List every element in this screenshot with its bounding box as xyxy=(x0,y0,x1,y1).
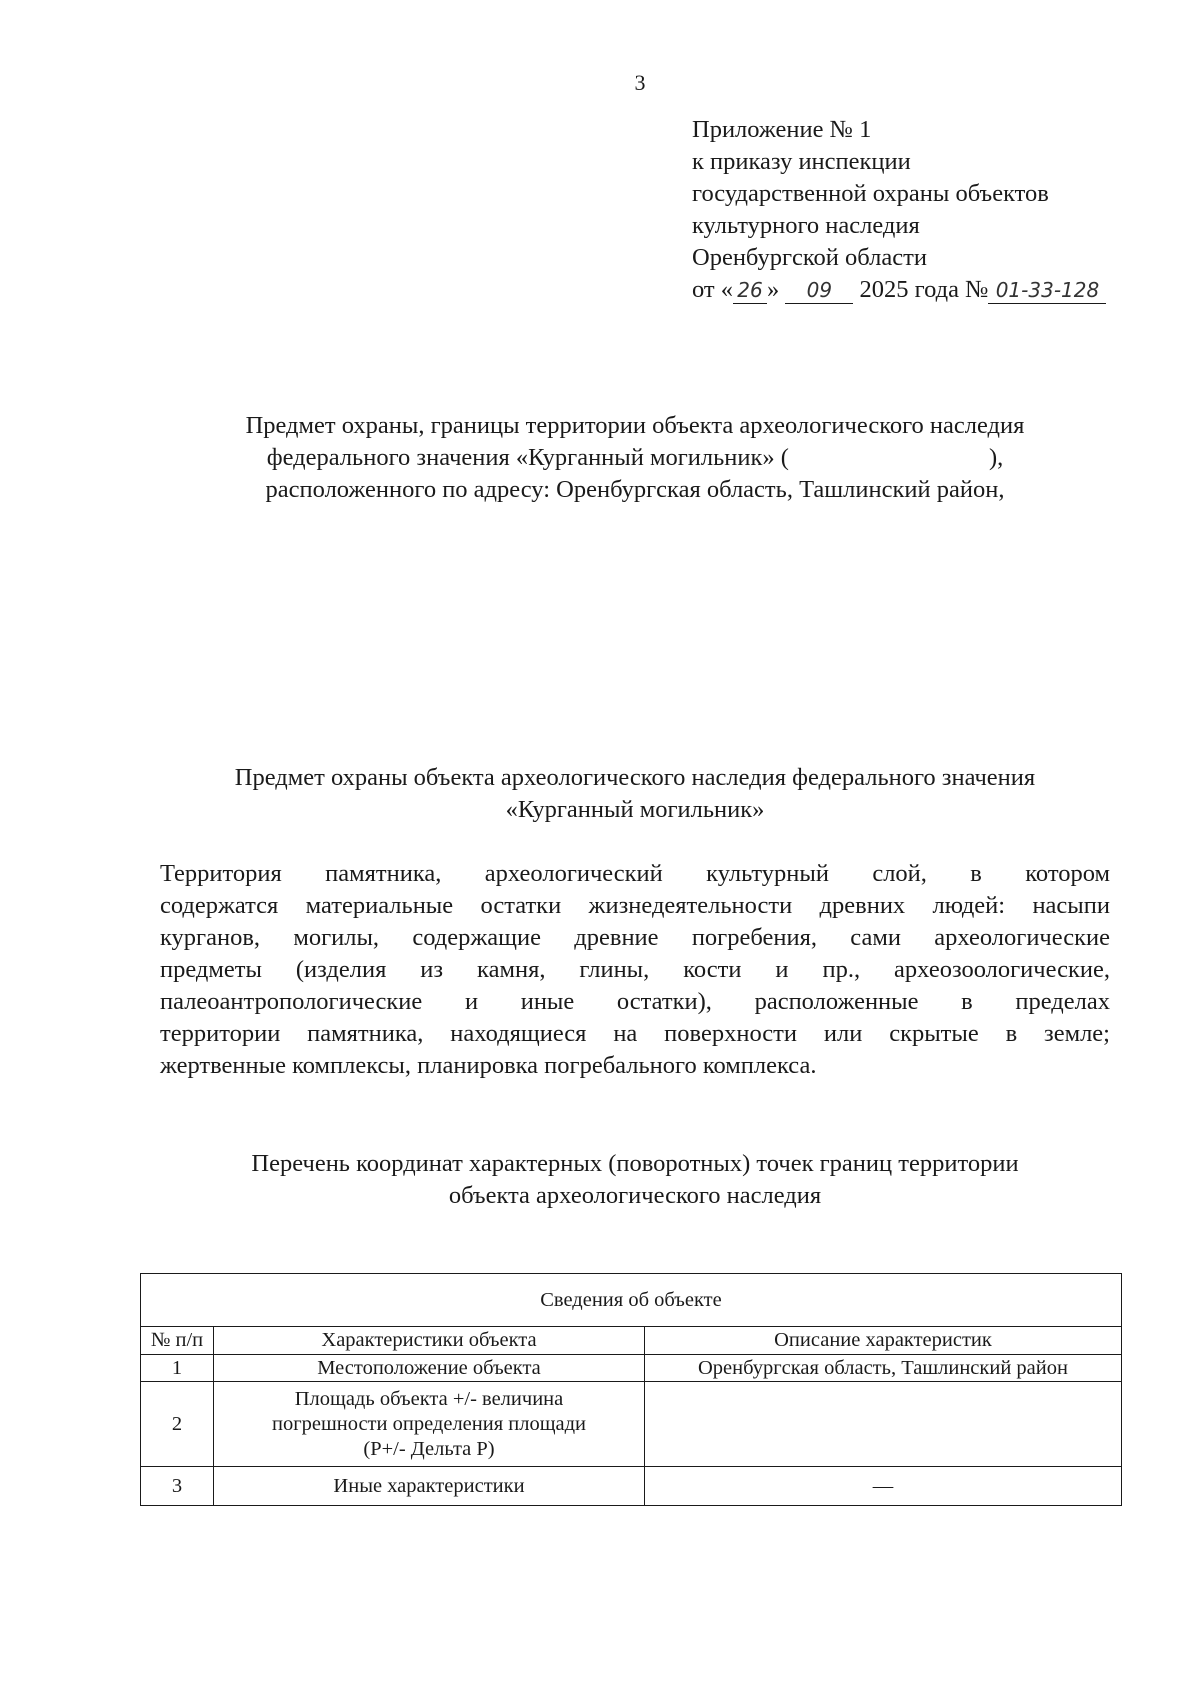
date-quote-close: » xyxy=(767,276,780,303)
main-heading-line: Предмет охраны, границы территории объекта археологического наследия xyxy=(245,412,1025,439)
subject-text xyxy=(160,858,1110,1082)
row-description: Оренбургская область, Ташлинский район xyxy=(645,1355,1122,1382)
characteristic-line: (P+/- Дельта P) xyxy=(363,1437,495,1460)
table-row xyxy=(141,1382,1122,1467)
main-heading-line2-end: ), xyxy=(988,444,1004,471)
main-heading-line xyxy=(150,442,1120,474)
appendix-line: государственной охраны объектов xyxy=(692,180,1049,207)
subject-text-line: палеоантропологические и иные остатки), расположенные в пределах xyxy=(160,988,1110,1015)
subject-heading xyxy=(150,762,1120,826)
row-characteristic: Иные характеристики xyxy=(214,1467,645,1506)
coords-heading-line: объекта археологического наследия xyxy=(448,1182,822,1209)
row-description xyxy=(645,1467,1122,1506)
appendix-line: культурного наследия xyxy=(692,212,920,239)
main-heading xyxy=(150,410,1120,506)
row-num: 2 xyxy=(141,1382,214,1467)
header-num: № п/п xyxy=(141,1327,214,1355)
row-num: 1 xyxy=(141,1355,214,1382)
appendix-line: к приказу инспекции xyxy=(692,148,911,175)
order-number: 01-33-128 xyxy=(988,277,1106,304)
characteristic-line: погрешности определения площади xyxy=(271,1412,587,1435)
subject-heading-line: «Курганный могильник» xyxy=(505,796,765,823)
subject-text-line: Территория памятника, археологический культурный слой, в котором xyxy=(160,860,1110,887)
date-day: 26 xyxy=(733,277,767,304)
dash-value: — xyxy=(872,1474,894,1497)
table-row xyxy=(141,1467,1122,1506)
coords-heading-line: Перечень координат характерных (поворотных) точек границ территории xyxy=(251,1150,1019,1177)
subject-text-line: содержатся материальные остатки жизнедеятельности древних людей: насыпи xyxy=(160,892,1110,919)
object-info-table xyxy=(140,1273,1122,1506)
date-year-text: 2025 года № xyxy=(859,276,989,303)
appendix-line: Оренбургской области xyxy=(692,244,927,271)
subject-text-line: жертвенные комплексы, планировка погребального комплекса. xyxy=(160,1052,817,1079)
date-month: 09 xyxy=(785,277,853,304)
table-caption: Сведения об объекте xyxy=(141,1274,1122,1327)
date-prefix: от « xyxy=(692,276,734,303)
main-heading-line: расположенного по адресу: Оренбургская область, Ташлинский район, xyxy=(265,476,1005,503)
row-characteristic: Местоположение объекта xyxy=(214,1355,645,1382)
row-num: 3 xyxy=(141,1467,214,1506)
table-row xyxy=(141,1355,1122,1382)
table-header-row xyxy=(141,1327,1122,1355)
order-date-line xyxy=(692,274,1106,306)
main-heading-line2-start: федерального значения «Курганный могильник» ( xyxy=(266,444,789,471)
row-description xyxy=(645,1382,1122,1467)
row-characteristic xyxy=(214,1382,645,1467)
appendix-block xyxy=(692,114,1106,306)
header-characteristic: Характеристики объекта xyxy=(214,1327,645,1355)
subject-text-line: курганов, могилы, содержащие древние погребения, сами археологические xyxy=(160,924,1110,951)
header-description: Описание характеристик xyxy=(645,1327,1122,1355)
coords-heading xyxy=(150,1148,1120,1212)
subject-text-line: территории памятника, находящиеся на поверхности или скрытые в земле; xyxy=(160,1020,1110,1047)
appendix-line: Приложение № 1 xyxy=(692,116,872,143)
subject-text-line: предметы (изделия из камня, глины, кости и пр., археозоологические, xyxy=(160,956,1110,983)
page-number: 3 xyxy=(634,70,646,95)
subject-heading-line: Предмет охраны объекта археологического наследия федерального значения xyxy=(234,764,1036,791)
table-caption-row xyxy=(141,1274,1122,1327)
characteristic-line: Площадь объекта +/- величина xyxy=(294,1387,564,1410)
